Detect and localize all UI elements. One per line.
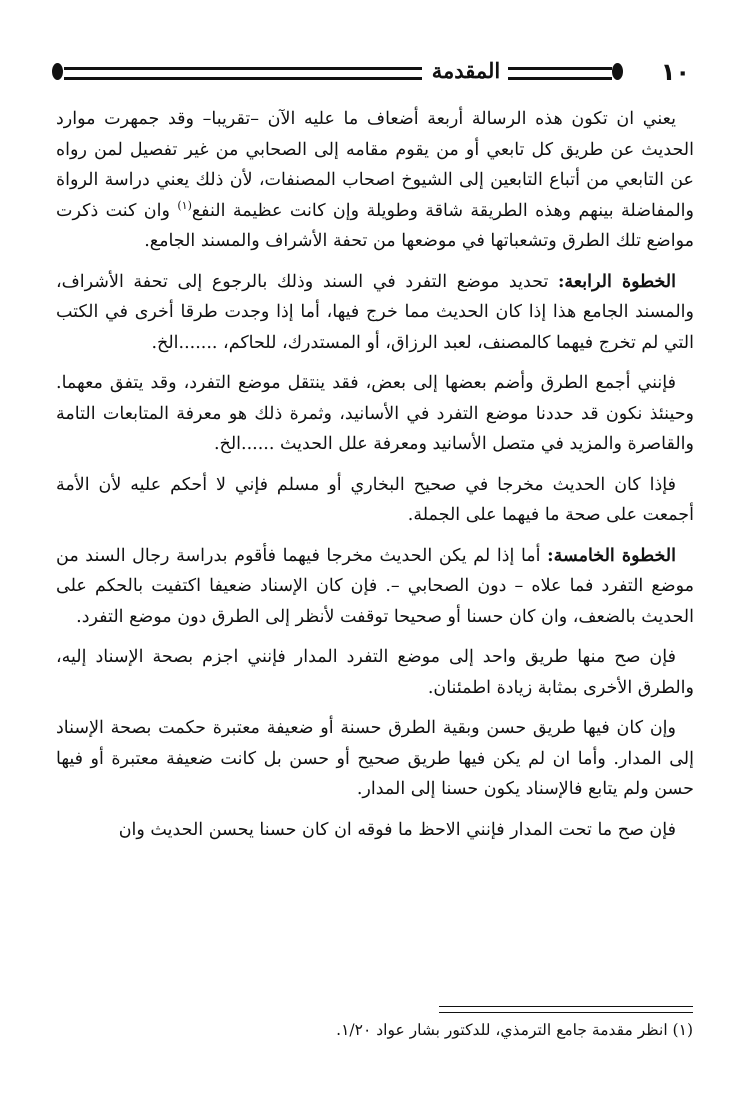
paragraph-text: فإن صح ما تحت المدار فإنني الاحظ ما فوقه ان كان حسنا يحسن الحديث وان (118, 819, 676, 840)
paragraph-3 (56, 368, 694, 460)
paragraph-8 (56, 815, 694, 846)
paragraph-text-continued: وان كنت ذكرت مواضع تلك الطرق وتشعباتها في موضعها من تحفة الأشراف والمسند الجامع. (56, 200, 694, 251)
body-text (56, 104, 694, 855)
paragraph-text: وإن كان فيها طريق حسن وبقية الطرق حسنة أو ضعيفة معتبرة حكمت بصحة الإسناد إلى المدار. وأما ان لم يكن فيها طريق صحيح أو حسن بل كانت ضعيفة معتبرة أو فيها حسن ولم يتابع فالإسناد يكون حسنا إلى المدار. (56, 718, 694, 799)
step-label: الخطوة الخامسة: (547, 545, 676, 566)
paragraph-2 (56, 267, 694, 359)
step-label: الخطوة الرابعة: (557, 271, 677, 292)
header-rule-left (64, 67, 422, 80)
header-ornament-right (612, 63, 623, 80)
header-rule-right (508, 67, 612, 80)
paragraph-text: تحديد موضع التفرد في السند وذلك بالرجوع إلى تحفة الأشراف، والمسند الجامع هذا إذا كان الحديث مما خرج فيها، أما إذا وجدت طرقا أخرى في الكتب التي لم تخرج فيهما كالمصنف، لعبد الرزاق، أو المستدرك، للحاكم، .......الخ. (56, 271, 694, 353)
paragraph-text: أما إذا لم يكن الحديث مخرجا فيهما فأقوم بدراسة رجال السند من موضع التفرد فما علاه – دون الصحابي –. فإن كان الإسناد ضعيفا اكتفيت بالحكم على الحديث بالضعف، وان كان حسنا أو صحيحا توقفت لأنظر إلى الطرق دون موضع التفرد. (56, 545, 694, 627)
page-number: ١٠ (660, 58, 690, 86)
paragraph-5 (56, 541, 694, 633)
footnote: (١) انظر مقدمة جامع الترمذي، للدكتور بشار عواد ١/٢٠. (336, 1021, 693, 1039)
paragraph-4 (56, 470, 694, 531)
section-title: المقدمة (431, 58, 501, 83)
paragraph-text: فإنني أجمع الطرق وأضم بعضها إلى بعض، فقد ينتقل موضع التفرد، وقد يتفق معهما. وحينئذ نكون قد حددنا موضع التفرد في الأسانيد، وثمرة ذلك هو معرفة المتابعات التامة والقاصرة والمزيد في متصل الأسانيد ومعرفة علل الحديث ......الخ. (56, 373, 694, 454)
footnote-separator (439, 1006, 693, 1013)
page-header (52, 56, 690, 90)
paragraph-6 (56, 642, 694, 703)
paragraph-text: فإذا كان الحديث مخرجا في صحيح البخاري أو مسلم فإني لا أحكم عليه لأن الأمة أجمعت على صحة ما فيهما على الجملة. (56, 474, 694, 525)
paragraph-text: فإن صح منها طريق واحد إلى موضع التفرد المدار فإنني اجزم بصحة الإسناد إليه، والطرق الأخرى بمثابة زيادة اطمئنان. (56, 647, 694, 698)
paragraph-text: يعني ان تكون هذه الرسالة أربعة أضعاف ما عليه الآن –تقريبا– وقد جمهرت موارد الحديث عن طريق كل تابعي أو من يقوم مقامه إلى الصحابي من غير تفصيل لمن رواه عن التابعي من أتباع التابعين إلى الشيوخ اصحاب المصنفات، لأن ذلك يعني دراسة الرواة والمفاضلة بينهم وهذه الطريقة شاقة وطويلة وإن كانت عظيمة النفع (56, 109, 694, 221)
header-ornament-left (52, 63, 63, 80)
paragraph-7 (56, 713, 694, 805)
paragraph-1 (56, 104, 694, 257)
footnote-reference[interactable]: (١) (177, 198, 192, 212)
